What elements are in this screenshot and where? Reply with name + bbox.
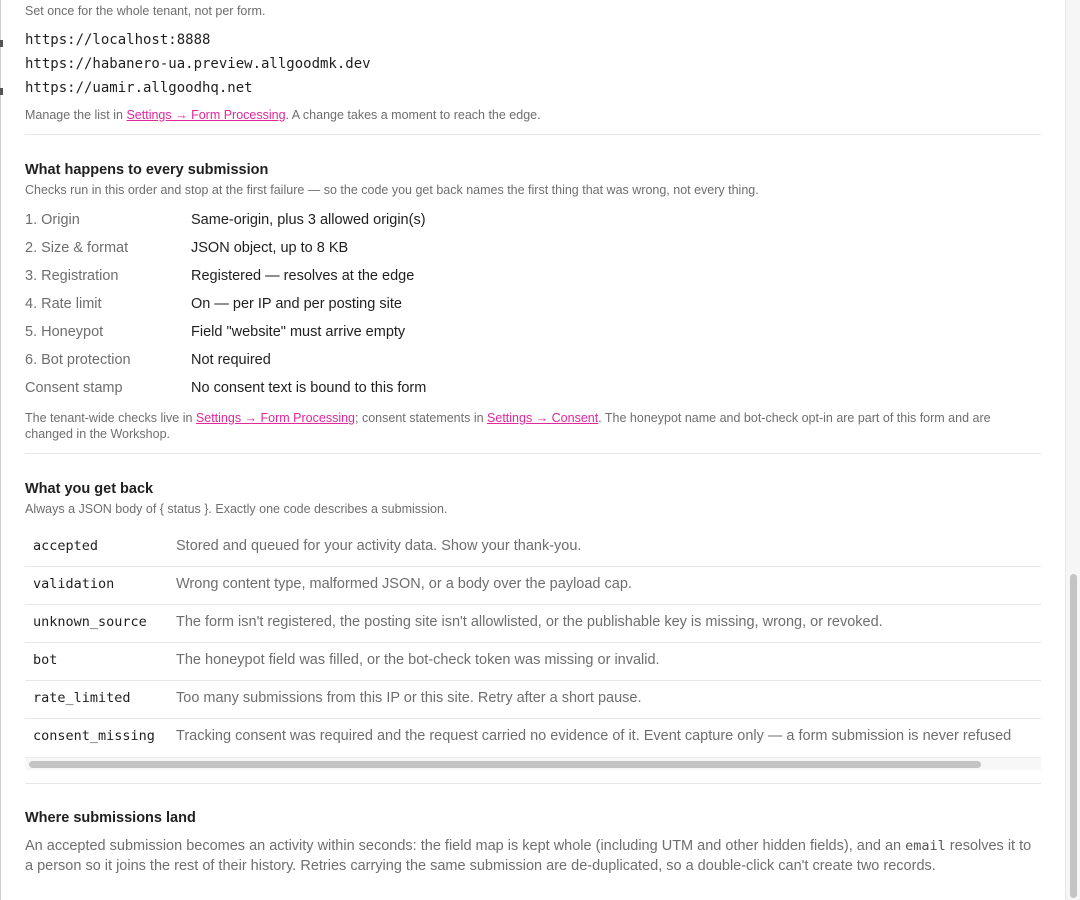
divider <box>25 453 1041 454</box>
page-scrollbar-thumb[interactable] <box>1070 574 1077 898</box>
check-label: 1. Origin <box>25 212 80 228</box>
check-row-origin <box>25 212 1025 232</box>
check-value: Not required <box>191 352 271 368</box>
landing-description: An accepted submission becomes an activity within seconds: the field map is kept whole (including UTM and other hidden fields), and an email resolves it to a person so it joins the rest of their history. Retries carrying the same submission are de-duplicated, so a double-click can't create two records. <box>25 838 1032 874</box>
check-value: Registered — resolves at the edge <box>191 268 415 284</box>
origins-manage-note: Manage the list in Settings → Form Processing. A change takes a moment to reach the edge. <box>25 108 541 122</box>
check-value: JSON object, up to 8 KB <box>191 240 349 256</box>
email-field-code: email <box>905 838 946 854</box>
status-code: rate_limited <box>33 690 131 706</box>
check-value: On — per IP and per posting site <box>191 296 402 312</box>
table-row <box>25 604 1041 643</box>
status-description: Tracking consent was required and the request carried no evidence of it. Event capture only — a form submission is never refused <box>176 728 1012 744</box>
responses-heading: What you get back <box>25 481 154 497</box>
divider <box>25 783 1041 784</box>
table-horizontal-scrollbar[interactable] <box>25 757 1041 770</box>
check-label: 5. Honeypot <box>25 324 104 340</box>
check-label: 6. Bot protection <box>25 352 131 368</box>
responses-subtitle: Always a JSON body of { status }. Exactly one code describes a submission. <box>25 502 448 516</box>
landing-heading: Where submissions land <box>25 810 196 826</box>
check-value: Field "website" must arrive empty <box>191 324 406 340</box>
origin-item: https://habanero-ua.preview.allgoodmk.dev <box>25 56 371 72</box>
check-row-honeypot <box>25 324 1025 344</box>
check-label: 2. Size & format <box>25 240 129 256</box>
consent-settings-link[interactable]: Settings → Consent <box>487 411 599 425</box>
check-row-registration <box>25 268 1025 288</box>
origins-caption: Set once for the whole tenant, not per form. <box>25 4 266 18</box>
status-code: consent_missing <box>33 728 155 744</box>
table-row <box>25 680 1041 719</box>
check-value: Same-origin, plus 3 allowed origin(s) <box>191 212 426 228</box>
checks-subtitle: Checks run in this order and stop at the first failure — so the code you get back names the first thing that was wrong, not every thing. <box>25 183 759 197</box>
table-scrollbar-thumb[interactable] <box>29 761 981 768</box>
table-row <box>25 528 1041 567</box>
status-description: Too many submissions from this IP or this site. Retry after a short pause. <box>176 690 642 706</box>
status-description: Stored and queued for your activity data. Show your thank-you. <box>176 538 582 554</box>
page-vertical-scrollbar[interactable] <box>1065 0 1080 900</box>
status-description: The form isn't registered, the posting site isn't allowlisted, or the publishable key is missing, wrong, or revoked. <box>176 614 883 630</box>
check-row-size-format <box>25 240 1025 260</box>
origin-item: https://localhost:8888 <box>25 32 211 48</box>
status-code: bot <box>33 652 58 668</box>
status-code: accepted <box>33 538 99 554</box>
check-label: Consent stamp <box>25 380 123 396</box>
status-code: validation <box>33 576 115 592</box>
origin-item: https://uamir.allgoodhq.net <box>25 80 253 96</box>
status-code: unknown_source <box>33 614 147 630</box>
status-description: Wrong content type, malformed JSON, or a body over the payload cap. <box>176 576 632 592</box>
edge-tick <box>0 88 3 95</box>
check-value: No consent text is bound to this form <box>191 380 427 396</box>
checks-settings-note: The tenant-wide checks live in Settings → Form Processing; consent statements in Settings → Consent. The honeypot name and bot-check opt-in are part of this form and are changed in the Workshop. <box>25 411 991 441</box>
check-row-bot-protection <box>25 352 1025 372</box>
form-processing-settings-link[interactable]: Settings → Form Processing <box>195 411 356 425</box>
check-label: 4. Rate limit <box>25 296 102 312</box>
check-label: 3. Registration <box>25 268 119 284</box>
edge-tick <box>0 40 3 47</box>
check-row-rate-limit <box>25 296 1025 316</box>
table-row <box>25 718 1041 756</box>
table-row <box>25 642 1041 681</box>
divider <box>25 134 1041 135</box>
checks-heading: What happens to every submission <box>25 162 269 178</box>
form-processing-settings-link[interactable]: Settings → Form Processing <box>126 108 286 122</box>
page-edge <box>0 0 1 900</box>
status-code-table <box>25 528 1041 770</box>
status-description: The honeypot field was filled, or the bot-check token was missing or invalid. <box>176 652 660 668</box>
table-row <box>25 566 1041 605</box>
check-row-consent-stamp <box>25 380 1025 400</box>
